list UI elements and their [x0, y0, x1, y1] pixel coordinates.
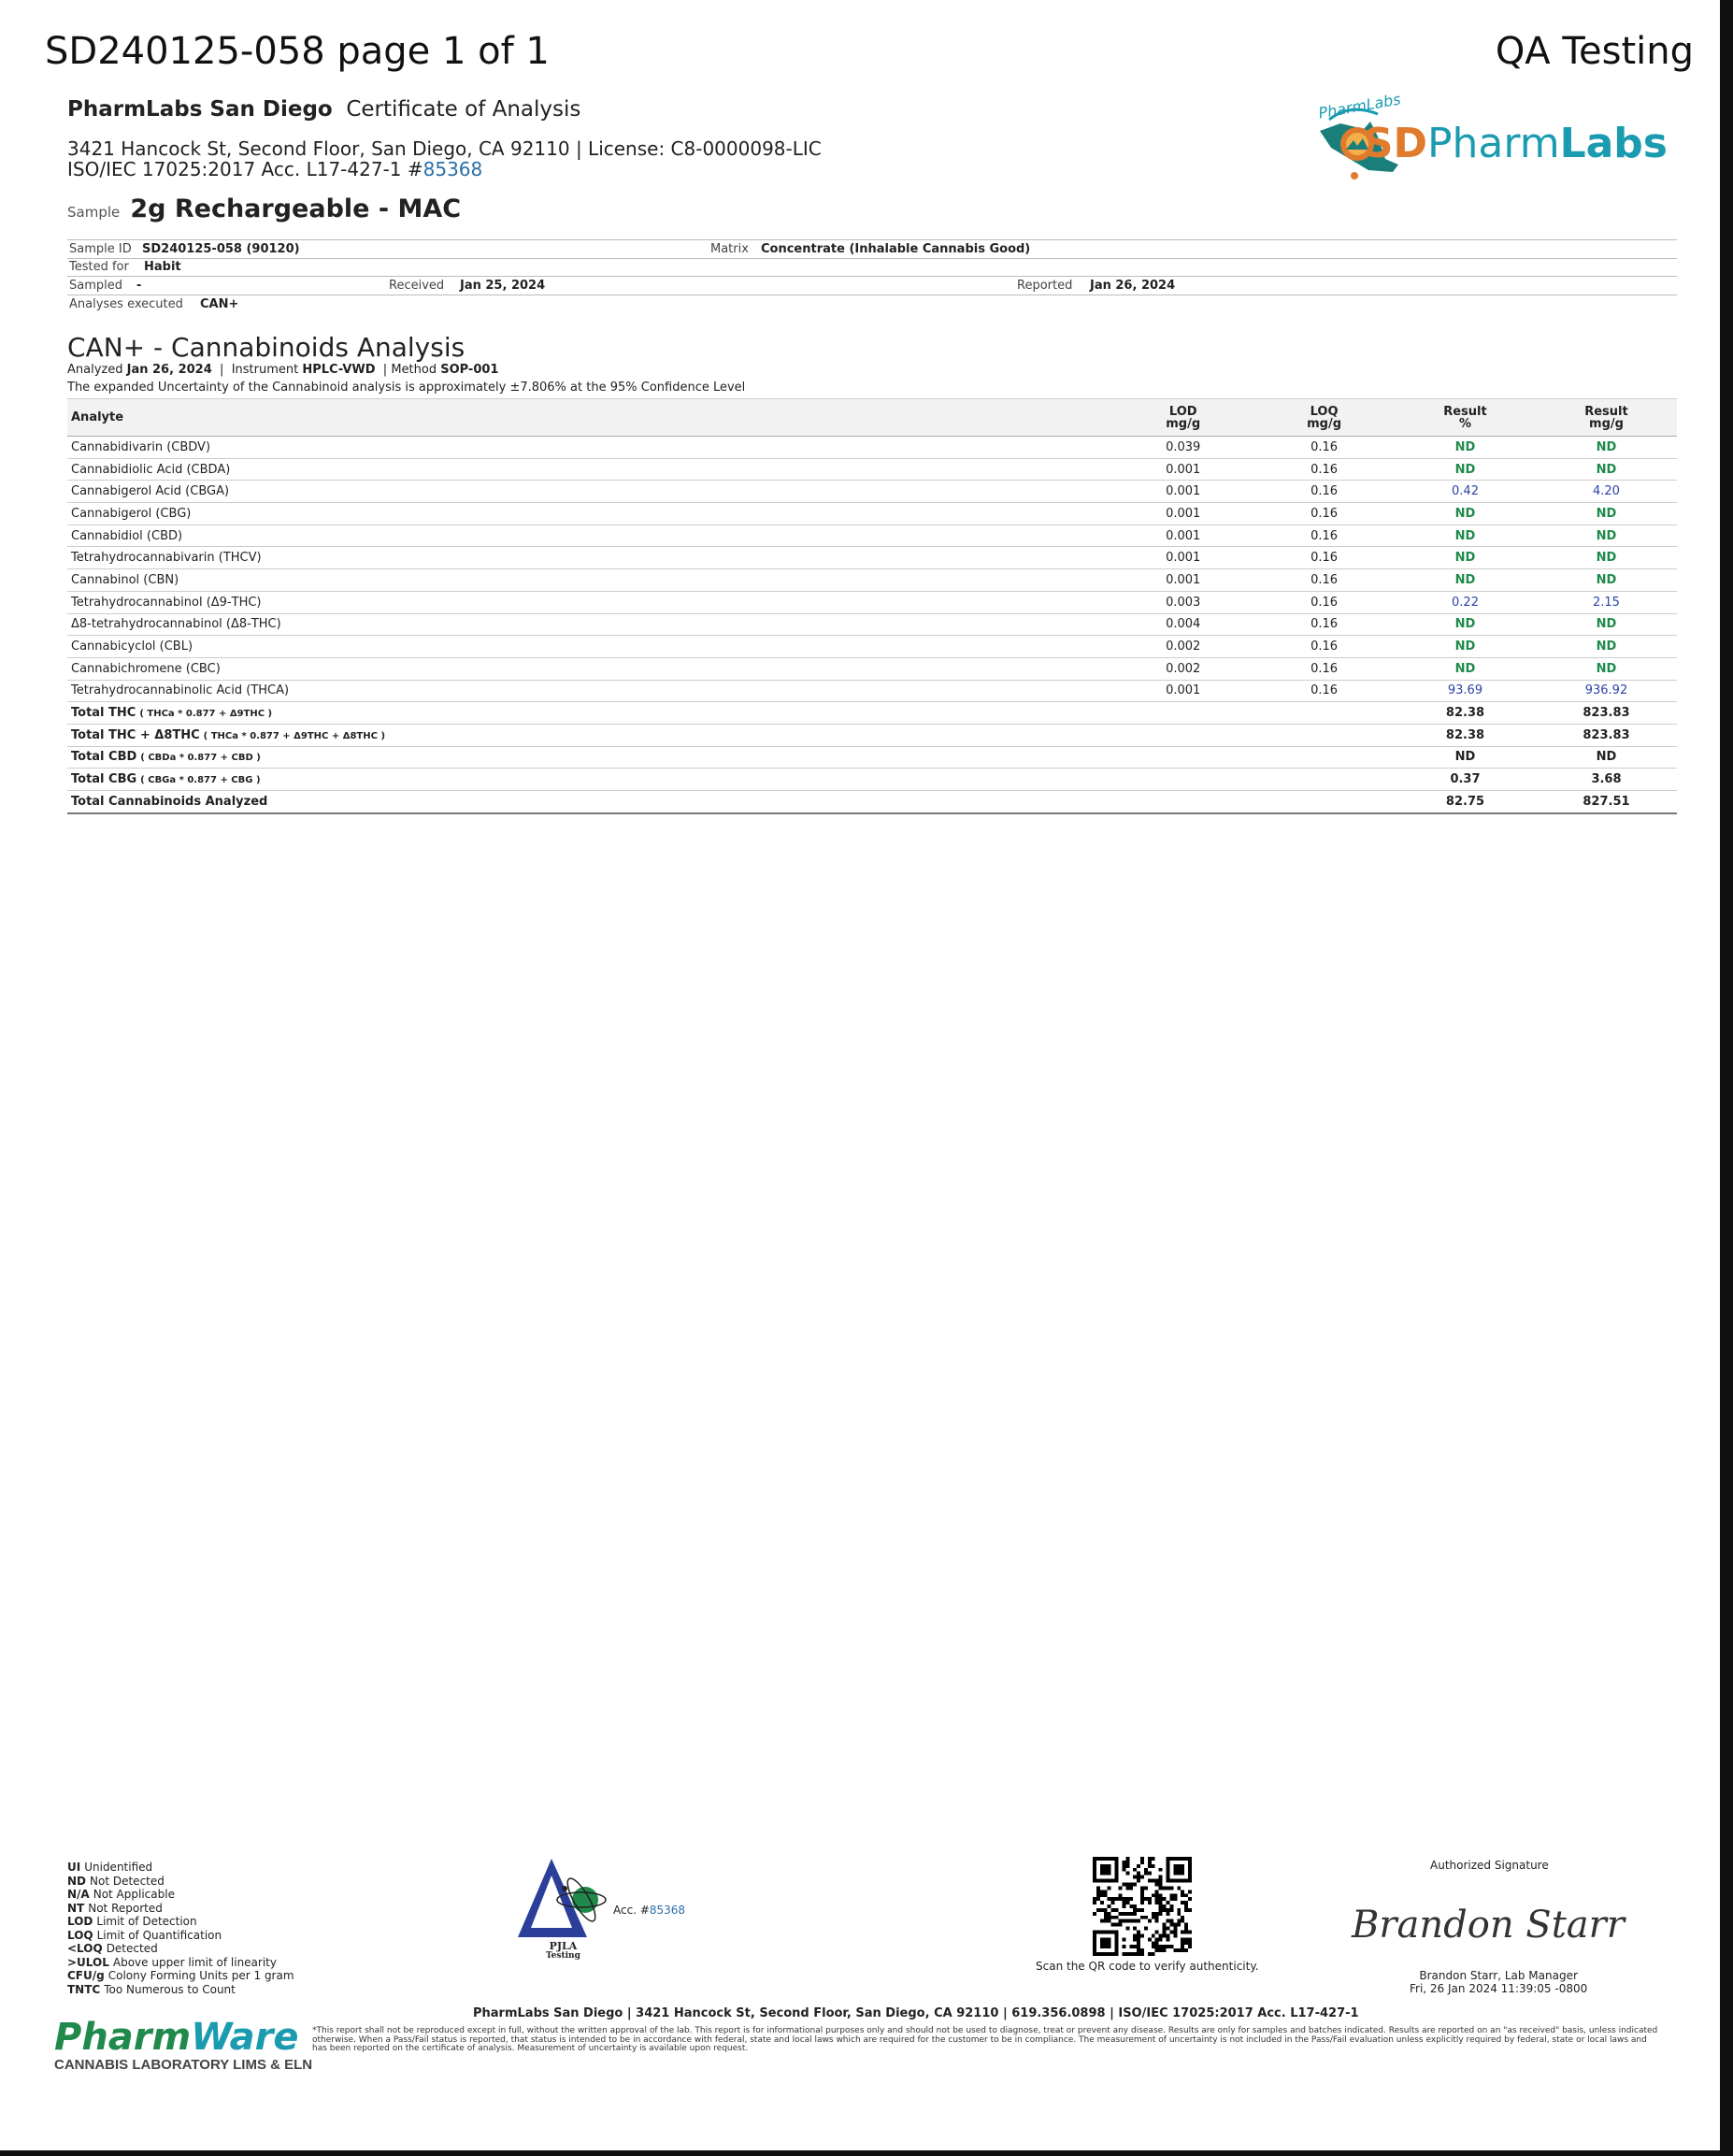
meta-row-sample-id [67, 239, 1677, 259]
sampled-value: - [136, 279, 142, 293]
analyte-cell: Δ8-tetrahydrocannabinol (Δ8-THC) [67, 613, 1112, 636]
loq-cell: 0.16 [1253, 481, 1395, 503]
legend-text: Unidentified [84, 1861, 153, 1874]
lab-address [67, 138, 822, 180]
legend-abbr: <LOQ [67, 1942, 103, 1955]
total-row [67, 702, 1677, 725]
iso-line [67, 159, 822, 180]
pjla-acc-link[interactable]: 85368 [649, 1904, 686, 1917]
signature-image [1346, 1896, 1626, 1952]
analyte-cell: Cannabichromene (CBC) [67, 657, 1112, 680]
signed-date: Fri, 26 Jan 2024 11:39:05 -0800 [1410, 1982, 1588, 1995]
lod-cell: 0.039 [1112, 437, 1253, 459]
total-row [67, 791, 1677, 813]
uncertainty-suffix: at the 95% Confidence Level [566, 381, 746, 395]
result-pct-cell: 0.42 [1395, 481, 1536, 503]
total-pct-cell: ND [1395, 746, 1536, 769]
lab-title [67, 97, 580, 122]
iso-text: ISO/IEC 17025:2017 Acc. L17-427-1 # [67, 158, 423, 180]
result-mg-cell: 936.92 [1536, 680, 1677, 702]
lab-name: PharmLabs San Diego [67, 97, 333, 122]
reported-value: Jan 26, 2024 [1090, 279, 1176, 293]
table-row [67, 525, 1677, 547]
reported-label: Reported [1017, 279, 1073, 293]
pjla-logo-icon [512, 1857, 615, 1947]
logo-labs-text: Labs [1559, 120, 1668, 167]
legend-item [67, 1875, 294, 1889]
lod-cell: 0.001 [1112, 569, 1253, 592]
qr-caption: Scan the QR code to verify authenticity. [1036, 1960, 1259, 1973]
total-row [67, 769, 1677, 791]
loq-cell: 0.16 [1253, 680, 1395, 702]
sample-name: 2g Rechargeable - MAC [130, 194, 462, 223]
empty-cell [1112, 769, 1253, 791]
total-name-cell [67, 702, 1112, 725]
legend-abbr: N/A [67, 1888, 90, 1901]
matrix-value: Concentrate (Inhalable Cannabis Good) [761, 242, 1031, 256]
analyses-value: CAN+ [200, 297, 239, 311]
legend-text: Detected [106, 1942, 158, 1955]
method-label: Method [391, 363, 437, 377]
svg-text:Brandon Starr: Brandon Starr [1352, 1904, 1625, 1947]
analyte-cell: Tetrahydrocannabinolic Acid (THCA) [67, 680, 1112, 702]
sdpharmlabs-wordmark [1364, 120, 1668, 167]
pw-pharm: Pharm [54, 2016, 192, 2059]
footer-address: PharmLabs San Diego | 3421 Hancock St, Second Floor, San Diego, CA 92110 | 619.356.0898 | ISO/IEC 17025:2017 Acc. L17-427-1 [473, 2006, 1359, 2020]
result-pct-cell: ND [1395, 525, 1536, 547]
header-result-mg-unit: mg/g [1589, 416, 1624, 431]
analyte-cell: Cannabinol (CBN) [67, 569, 1112, 592]
pjla-caption [546, 1941, 580, 1962]
pjla-acc [613, 1904, 685, 1917]
sample-label: Sample [67, 204, 121, 221]
instrument-label: Instrument [231, 363, 299, 377]
legend-item [67, 1915, 294, 1929]
signer-line: Brandon Starr, Lab Manager [1419, 1969, 1578, 1982]
result-mg-cell: ND [1536, 657, 1677, 680]
sample-id-value: SD240125-058 (90120) [142, 242, 300, 256]
loq-cell: 0.16 [1253, 547, 1395, 569]
legend-abbr: UI [67, 1861, 81, 1874]
page-edge-bottom [0, 2150, 1733, 2156]
legend-text: Colony Forming Units per 1 gram [107, 1969, 294, 1982]
analyte-cell: Cannabidiolic Acid (CBDA) [67, 458, 1112, 481]
result-pct-cell: 0.22 [1395, 591, 1536, 613]
legend-abbr: NT [67, 1901, 85, 1915]
result-mg-cell: ND [1536, 503, 1677, 525]
legend-text: Too Numerous to Count [104, 1982, 236, 1996]
instrument-value: HPLC-VWD [302, 363, 376, 377]
table-header-row [67, 399, 1677, 437]
empty-cell [1253, 746, 1395, 769]
analyte-cell: Cannabidivarin (CBDV) [67, 437, 1112, 459]
analyte-cell: Cannabigerol (CBG) [67, 503, 1112, 525]
result-pct-cell: ND [1395, 458, 1536, 481]
header-result-pct-label: Result [1443, 404, 1487, 419]
sampled-label: Sampled [69, 279, 122, 293]
total-pct-cell: 0.37 [1395, 769, 1536, 791]
total-name-cell [67, 769, 1112, 791]
sample-row [67, 194, 461, 223]
table-row [67, 503, 1677, 525]
total-pct-cell: 82.38 [1395, 702, 1536, 725]
lod-cell: 0.004 [1112, 613, 1253, 636]
analyte-cell: Tetrahydrocannabivarin (THCV) [67, 547, 1112, 569]
table-row [67, 657, 1677, 680]
header-result-pct [1395, 399, 1536, 437]
legend-text: Above upper limit of linearity [112, 1955, 277, 1969]
header-lod-label: LOD [1168, 404, 1197, 419]
qa-label: QA Testing [1495, 30, 1694, 73]
logo-pharm-text: Pharm [1427, 120, 1560, 167]
meta-row-dates [67, 277, 1677, 295]
legend-item [67, 1902, 294, 1916]
pharmware-logo [54, 2018, 312, 2073]
pharmware-wordmark [54, 2018, 312, 2057]
analyses-label: Analyses executed [69, 297, 183, 311]
table-row [67, 437, 1677, 459]
loq-cell: 0.16 [1253, 569, 1395, 592]
table-row [67, 680, 1677, 702]
lod-cell: 0.001 [1112, 458, 1253, 481]
section-title: CAN+ - Cannabinoids Analysis [67, 332, 465, 363]
total-mg-cell: ND [1536, 746, 1677, 769]
result-pct-cell: ND [1395, 437, 1536, 459]
analyzed-label: Analyzed [67, 363, 123, 377]
total-row [67, 724, 1677, 746]
legend-abbr: >ULOL [67, 1955, 109, 1969]
received-value: Jan 25, 2024 [460, 279, 546, 293]
uncertainty-value: ±7.806% [509, 381, 566, 395]
total-mg-cell: 823.83 [1536, 702, 1677, 725]
legend [67, 1861, 294, 1996]
meta-row-analyses [67, 295, 1677, 313]
legend-item [67, 1983, 294, 1997]
header-lod-unit: mg/g [1166, 416, 1201, 431]
loq-cell: 0.16 [1253, 525, 1395, 547]
total-mg-cell: 3.68 [1536, 769, 1677, 791]
meta-row-tested-for [67, 258, 1677, 277]
analyte-cell: Cannabidiol (CBD) [67, 525, 1112, 547]
empty-cell [1253, 769, 1395, 791]
loq-cell: 0.16 [1253, 591, 1395, 613]
pw-tagline: CANNABIS LABORATORY LIMS & ELN [54, 2057, 313, 2073]
total-name-cell [67, 791, 1112, 813]
header-loq [1253, 399, 1395, 437]
total-name: Total Cannabinoids Analyzed [71, 794, 268, 809]
legend-item [67, 1956, 294, 1970]
total-name-cell [67, 746, 1112, 769]
analyte-cell: Cannabicyclol (CBL) [67, 636, 1112, 658]
pw-ware: Ware [191, 2016, 299, 2059]
sample-id-label: Sample ID [69, 242, 132, 256]
result-pct-cell: ND [1395, 569, 1536, 592]
table-row [67, 613, 1677, 636]
legend-abbr: LOQ [67, 1928, 93, 1942]
legend-abbr: LOD [67, 1915, 93, 1928]
table-row [67, 481, 1677, 503]
empty-cell [1253, 724, 1395, 746]
table-row [67, 547, 1677, 569]
logo-sd-text: SD [1363, 120, 1428, 167]
result-pct-cell: ND [1395, 657, 1536, 680]
total-name: Total THC + Δ8THC [71, 727, 200, 742]
total-pct-cell: 82.38 [1395, 724, 1536, 746]
signer-block [1410, 1969, 1587, 1995]
legend-item [67, 1969, 294, 1983]
table-row [67, 458, 1677, 481]
pjla-sub: Testing [546, 1951, 580, 1961]
total-name: Total CBG [71, 772, 137, 787]
total-name: Total CBD [71, 750, 137, 765]
logo-badge-text: PharmLabs [1317, 90, 1402, 122]
legend-text: Limit of Detection [96, 1915, 197, 1928]
header-analyte: Analyte [67, 399, 1112, 437]
lod-cell: 0.003 [1112, 591, 1253, 613]
lod-cell: 0.001 [1112, 547, 1253, 569]
iso-acc-link[interactable]: 85368 [423, 158, 483, 180]
tested-for-value: Habit [144, 260, 181, 274]
result-pct-cell: ND [1395, 547, 1536, 569]
empty-cell [1112, 724, 1253, 746]
legend-item [67, 1888, 294, 1902]
lod-cell: 0.001 [1112, 680, 1253, 702]
legend-text: Not Detected [90, 1874, 165, 1888]
lod-cell: 0.001 [1112, 503, 1253, 525]
loq-cell: 0.16 [1253, 458, 1395, 481]
empty-cell [1112, 702, 1253, 725]
legend-text: Not Reported [88, 1901, 163, 1915]
uncertainty-prefix: The expanded Uncertainty of the Cannabinoid analysis is approximately [67, 381, 510, 395]
result-pct-cell: ND [1395, 613, 1536, 636]
authorized-signature-label: Authorized Signature [1430, 1859, 1549, 1872]
legend-text: Limit of Quantification [96, 1928, 222, 1942]
loq-cell: 0.16 [1253, 437, 1395, 459]
page-id: SD240125-058 page 1 of 1 [45, 30, 550, 73]
total-formula: ( CBDa * 0.877 + CBD ) [140, 753, 261, 764]
analysis-details: Analyzed Jan 26, 2024 | Instrument HPLC-VWD | Method SOP-001 [67, 363, 499, 377]
result-mg-cell: ND [1536, 458, 1677, 481]
lod-cell: 0.001 [1112, 525, 1253, 547]
legend-abbr: ND [67, 1874, 87, 1888]
header-result-mg [1536, 399, 1677, 437]
uncertainty-line [67, 381, 745, 395]
legend-item [67, 1929, 294, 1943]
result-pct-cell: ND [1395, 503, 1536, 525]
total-formula: ( THCa * 0.877 + Δ9THC + Δ8THC ) [203, 730, 386, 741]
result-mg-cell: 2.15 [1536, 591, 1677, 613]
loq-cell: 0.16 [1253, 613, 1395, 636]
loq-cell: 0.16 [1253, 503, 1395, 525]
total-mg-cell: 827.51 [1536, 791, 1677, 813]
result-mg-cell: ND [1536, 569, 1677, 592]
lod-cell: 0.002 [1112, 636, 1253, 658]
pjla-acc-prefix: Acc. # [613, 1904, 650, 1917]
pjla-name: PJLA [549, 1940, 578, 1952]
total-row [67, 746, 1677, 769]
analyzed-value: Jan 26, 2024 [126, 363, 212, 377]
analyte-cell: Cannabigerol Acid (CBGA) [67, 481, 1112, 503]
result-mg-cell: ND [1536, 437, 1677, 459]
method-value: SOP-001 [440, 363, 499, 377]
result-mg-cell: ND [1536, 613, 1677, 636]
total-name: Total THC [71, 706, 136, 721]
qr-code-icon[interactable] [1092, 1857, 1193, 1956]
loq-cell: 0.16 [1253, 657, 1395, 680]
legend-item [67, 1942, 294, 1956]
result-mg-cell: ND [1536, 547, 1677, 569]
loq-cell: 0.16 [1253, 636, 1395, 658]
disclaimer: *This report shall not be reproduced except in full, without the written approval of the lab. This report is for informational purposes only and should not be used to diagnose, treat or prevent any disease. Results are only for samples and batches indicated. Results are reported on an "as received" basis, unless indicated otherwise. When a Pass/Fail status is reported, that status is intended to be in accordance with federal, state and local laws which are required for the customer to be in compliance. The measurement of uncertainty is not included in the Pass/Fail evaluation unless explicitly required by federal, state or local laws and has been reported on the certificate of analysis. Measurement of uncertainty is available upon request. [312, 2026, 1658, 2053]
total-formula: ( THCa * 0.877 + Δ9THC ) [139, 709, 273, 720]
result-mg-cell: 4.20 [1536, 481, 1677, 503]
lod-cell: 0.002 [1112, 657, 1253, 680]
result-pct-cell: 93.69 [1395, 680, 1536, 702]
header-lod [1112, 399, 1253, 437]
header-loq-unit: mg/g [1307, 416, 1342, 431]
legend-abbr: TNTC [67, 1982, 101, 1996]
lod-cell: 0.001 [1112, 481, 1253, 503]
empty-cell [1112, 791, 1253, 813]
received-label: Received [389, 279, 445, 293]
empty-cell [1112, 746, 1253, 769]
total-pct-cell: 82.75 [1395, 791, 1536, 813]
total-formula: ( CBGa * 0.877 + CBG ) [140, 775, 261, 786]
empty-cell [1253, 702, 1395, 725]
page-edge-right [1720, 0, 1733, 2156]
table-row [67, 636, 1677, 658]
legend-item [67, 1861, 294, 1875]
legend-text: Not Applicable [93, 1888, 175, 1901]
result-mg-cell: ND [1536, 636, 1677, 658]
analyte-cell: Tetrahydrocannabinol (Δ9-THC) [67, 591, 1112, 613]
total-name-cell [67, 724, 1112, 746]
result-mg-cell: ND [1536, 525, 1677, 547]
doc-type: Certificate of Analysis [346, 97, 581, 122]
results-table [67, 398, 1677, 814]
tested-for-label: Tested for [69, 260, 129, 274]
matrix-label: Matrix [710, 242, 749, 256]
header-result-pct-unit: % [1458, 416, 1471, 431]
table-row [67, 569, 1677, 592]
table-row [67, 591, 1677, 613]
header-loq-label: LOQ [1310, 404, 1339, 419]
legend-abbr: CFU/g [67, 1969, 105, 1982]
total-mg-cell: 823.83 [1536, 724, 1677, 746]
empty-cell [1253, 791, 1395, 813]
result-pct-cell: ND [1395, 636, 1536, 658]
header-result-mg-label: Result [1584, 404, 1628, 419]
address-line: 3421 Hancock St, Second Floor, San Diego, CA 92110 | License: C8-0000098-LIC [67, 137, 822, 160]
